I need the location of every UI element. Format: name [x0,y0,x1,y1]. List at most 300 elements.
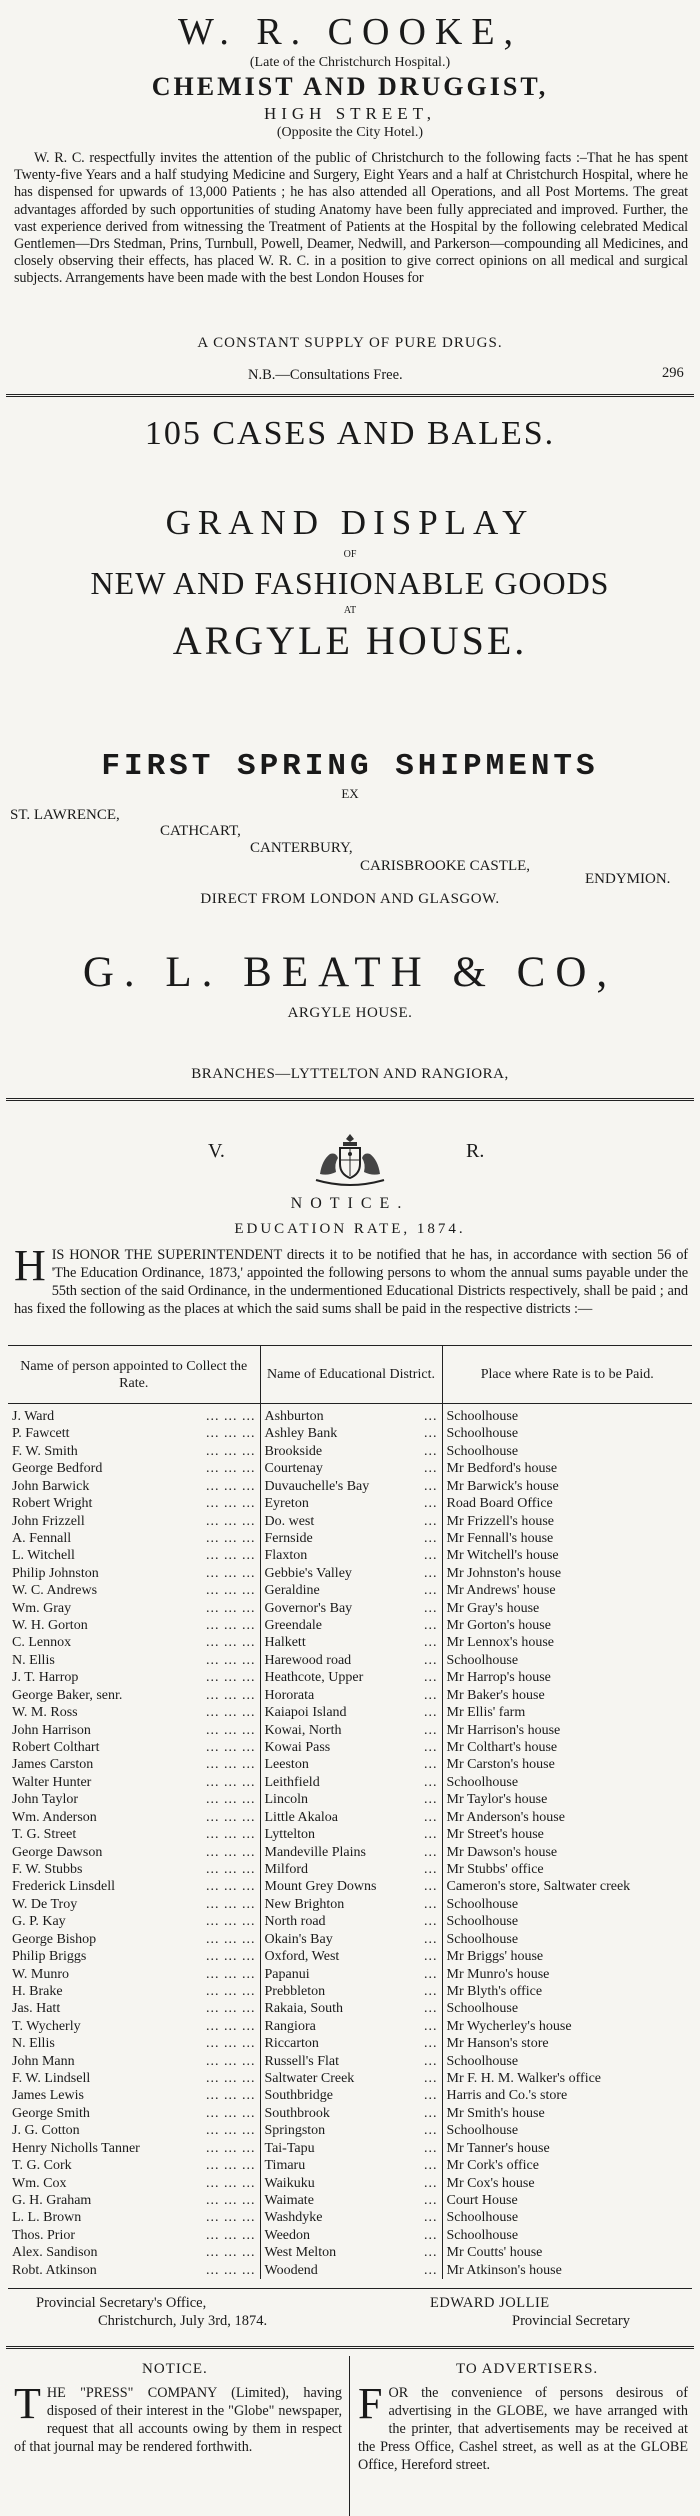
leader-dots: ... [424,1600,438,1616]
leader-dots: ... ... ... [206,1931,256,1947]
place-cell-text: Schoolhouse [446,1896,519,1912]
table-row [8,2122,692,2139]
table-row [8,1530,692,1547]
collector-cell [8,1756,260,1773]
table-row [8,1443,692,1460]
place-cell [442,1844,692,1861]
district-cell [260,2175,442,2192]
leader-dots: ... [424,1478,438,1494]
leader-dots: ... ... ... [206,2245,256,2261]
place-cell-text: Mr Fennall's house [446,1530,554,1546]
district-cell-text: Ashburton [264,1409,324,1424]
beath-ex: EX [341,786,359,801]
leader-dots: ... [424,1513,438,1529]
table-row [8,1425,692,1442]
table-row [8,2018,692,2035]
district-cell [260,1948,442,1965]
divider [6,2346,694,2349]
leader-dots: ... ... ... [206,1827,256,1843]
place-cell-text: Mr Colthart's house [446,1740,558,1756]
table-row [8,1966,692,1983]
leader-dots: ... [424,1548,438,1564]
district-cell-text: Papanui [264,1966,310,1982]
leader-dots: ... ... ... [206,1478,256,1494]
collector-cell-text: L. Witchell [12,1548,75,1564]
district-cell-text: Leithfield [264,1774,320,1790]
place-cell [442,1809,692,1826]
district-cell-text: Okain's Bay [264,1931,333,1947]
district-cell-text: Courtenay [264,1461,323,1477]
table-row [8,2035,692,2052]
collector-cell-text: A. Fennall [12,1530,72,1546]
leader-dots: ... [424,2071,438,2087]
place-cell [442,1634,692,1651]
beath-at: AT [343,605,357,616]
district-cell-text: Geraldine [264,1583,320,1599]
district-cell-text: Harewood road [264,1652,352,1668]
place-cell [442,1704,692,1721]
table-row [8,2000,692,2017]
district-cell [260,1878,442,1895]
district-cell [260,2262,442,2279]
place-cell-text: Schoolhouse [446,2210,519,2226]
leader-dots: ... [424,2210,438,2226]
place-cell-text: Mr Andrews' house [446,1583,556,1599]
district-cell-text: Eyreton [264,1496,309,1512]
place-cell-text: Schoolhouse [446,2123,519,2139]
collector-cell [8,2070,260,2087]
leader-dots: ... [424,1461,438,1477]
leader-dots: ... [424,1879,438,1895]
leader-dots: ... [424,2158,438,2174]
table-row [8,1739,692,1756]
district-cell [260,1460,442,1477]
place-cell-text: Mr Barwick's house [446,1478,559,1494]
leader-dots: ... [424,2123,438,2139]
ship-carisbrooke: CARISBROOKE CASTLE, [360,858,531,874]
table-row [8,2070,692,2087]
district-cell-text: Duvauchelle's Bay [264,1478,370,1494]
leader-dots: ... [424,1966,438,1982]
table-row [8,1495,692,1512]
collector-cell [8,1652,260,1669]
district-cell-text: Governor's Bay [264,1600,353,1616]
place-cell-text: Mr Frizzell's house [446,1513,555,1529]
place-cell-text: Schoolhouse [446,1409,519,1424]
place-cell [442,1722,692,1739]
district-cell-text: Little Akaloa [264,1809,338,1825]
district-cell-text: Flaxton [264,1548,308,1564]
leader-dots: ... ... ... [206,1652,256,1668]
collector-cell [8,1513,260,1530]
place-cell [442,1983,692,2000]
district-cell [260,1669,442,1686]
beath-spring: FIRST SPRING SHIPMENTS [101,749,599,784]
district-cell-text: Mount Grey Downs [264,1879,377,1895]
district-cell-text: Hororata [264,1687,315,1703]
place-cell [442,1861,692,1878]
leader-dots: ... ... ... [206,1548,256,1564]
collector-cell-text: F. W. Lindsell [12,2071,91,2087]
place-cell [442,1617,692,1634]
leader-dots: ... ... ... [206,1809,256,1825]
collector-cell-text: T. Wycherly [12,2018,81,2034]
district-cell-text: Do. west [264,1513,315,1529]
place-cell-text: Mr Bedford's house [446,1461,558,1477]
header-district: Name of Educational District. [260,1346,442,1404]
table-row [8,1826,692,1843]
district-cell [260,1634,442,1651]
collector-cell [8,2244,260,2261]
collector-cell [8,1425,260,1442]
collector-cell-text: Jas. Hatt [12,2001,61,2017]
leader-dots: ... [424,1530,438,1546]
leader-dots: ... ... ... [206,2210,256,2226]
collector-cell [8,2262,260,2279]
place-cell-text: Schoolhouse [446,2227,519,2243]
leader-dots: ... ... ... [206,2088,256,2104]
leader-dots: ... [424,2245,438,2261]
place-cell-text: Mr Briggs' house [446,1949,544,1965]
place-cell [442,2000,692,2017]
collector-cell-text: Robt. Atkinson [12,2262,97,2278]
place-cell [442,2192,692,2209]
notice-r: R. [466,1140,485,1162]
district-cell [260,1495,442,1512]
collector-cell-text: H. Brake [12,1983,63,1999]
notice-subtitle: EDUCATION RATE, 1874. [234,1221,466,1237]
place-cell-text: Mr Lennox's house [446,1635,555,1651]
district-cell-text: Lyttelton [264,1827,316,1843]
beath-argyle: ARGYLE HOUSE. [172,618,528,663]
district-cell [260,1913,442,1930]
table-row [8,2262,692,2279]
table-row [8,1791,692,1808]
table-row [8,2175,692,2192]
leader-dots: ... [424,1757,438,1773]
notice-dropcap: H [14,1241,46,1290]
table-row [8,1983,692,2000]
district-cell-text: Halkett [264,1635,306,1651]
place-cell [442,2087,692,2104]
district-cell [260,1896,442,1913]
leader-dots: ... ... ... [206,1670,256,1686]
table-row [8,1913,692,1930]
district-cell [260,1722,442,1739]
district-cell-text: Greendale [264,1618,323,1634]
place-cell-text: Mr Witchell's house [446,1548,559,1564]
place-cell-text: Mr Atkinson's house [446,2262,562,2278]
collector-cell [8,1565,260,1582]
advertisers-body: OR the convenience of persons desirous of advertising in the GLOBE, we have arranged with the printer, that advertisements may be received at the Press Office, Cashel street, as well as at the GLOBE Office, Hereford street. [358,2385,688,2473]
collector-cell-text: John Barwick [12,1478,90,1494]
collector-cell-text: John Taylor [12,1792,79,1808]
place-cell [442,1948,692,1965]
district-cell [260,1704,442,1721]
district-cell-text: West Melton [264,2245,337,2261]
place-cell [442,1931,692,1948]
collector-cell [8,1687,260,1704]
collector-cell-text: Thos. Prior [12,2227,75,2243]
district-cell-text: Gebbie's Valley [264,1565,352,1581]
table-row [8,1687,692,1704]
place-cell [442,1756,692,1773]
place-cell-text: Mr Coutts' house [446,2245,543,2261]
district-cell [260,2192,442,2209]
leader-dots: ... [424,1722,438,1738]
place-cell-text: Road Board Office [446,1496,553,1512]
leader-dots: ... ... ... [206,2018,256,2034]
table-row [8,1634,692,1651]
leader-dots: ... [424,1914,438,1930]
table-row [8,1756,692,1773]
place-cell [442,1530,692,1547]
leader-dots: ... [424,2175,438,2191]
leader-dots: ... [424,2105,438,2121]
collector-cell [8,1617,260,1634]
collector-cell [8,1669,260,1686]
collector-cell-text: Philip Johnston [12,1565,99,1581]
collector-cell [8,1931,260,1948]
place-cell-text: Mr F. H. M. Walker's office [446,2071,602,2087]
leader-dots: ... [424,1443,438,1459]
place-cell [442,2035,692,2052]
cooke-street: HIGH STREET, [263,104,437,123]
leader-dots: ... ... ... [206,1426,256,1442]
collector-cell [8,2140,260,2157]
district-cell [260,1756,442,1773]
press-title: NOTICE. [142,2361,208,2377]
district-cell [260,1791,442,1808]
collector-cell-text: George Dawson [12,1844,103,1860]
district-cell [260,2000,442,2017]
leader-dots: ... ... ... [206,2227,256,2243]
collector-cell [8,2122,260,2139]
place-cell [442,2209,692,2226]
table-body [8,1404,692,2280]
leader-dots: ... [424,1949,438,1965]
collector-cell [8,1739,260,1756]
table-row [8,2244,692,2261]
district-cell [260,2227,442,2244]
collector-cell-text: W. Munro [12,1966,70,1982]
district-cell [260,1652,442,1669]
place-cell [442,2122,692,2139]
place-cell [442,2140,692,2157]
place-cell-text: Mr Hanson's store [446,2036,549,2052]
table-row [8,1844,692,1861]
ship-endymion: ENDYMION. [585,871,671,887]
table-row [8,2053,692,2070]
place-cell-text: Schoolhouse [446,1443,519,1459]
place-cell-text: Mr Taylor's house [446,1792,548,1808]
district-cell-text: Milford [264,1861,309,1877]
district-cell-text: Timaru [264,2158,306,2174]
cooke-late: (Late of the Christchurch Hospital.) [249,55,451,70]
collector-cell [8,1582,260,1599]
place-cell-text: Mr Cork's office [446,2158,539,2174]
district-cell [260,2018,442,2035]
collector-cell-text: J. Ward [12,1409,55,1424]
collector-cell [8,1809,260,1826]
place-cell-text: Mr Street's house [446,1827,544,1843]
leader-dots: ... [424,1565,438,1581]
notice-signer: EDWARD JOLLIE [430,2295,550,2311]
leader-dots: ... ... ... [206,1461,256,1477]
collector-cell-text: James Lewis [12,2088,84,2104]
district-cell-text: Riccarton [264,2036,319,2052]
leader-dots: ... [424,1931,438,1947]
cooke-body: W. R. C. respectfully invites the attention of the public of Christchurch to the following facts :–That he has spent Twenty-five Years and a half studying Medicine and Surgery, Eight Years and a half at Christchurch Hospital, where he has dispensed for upwards of 13,000 Patients ; he has also attended all Operations, and all Post Mortems. The great advantages afforded by such opportunities of studing Anatomy have been fully appreciated and improved. Further, the vast experience derived from witnessing the Treatment of Patients at the Hospital by the following celebrated Medical Gentlemen—Drs Stedman, Prins, Turnbull, Powell, Deamer, Nedwill, and Parkerson—compounding all Medicines, and closely observing their effects, has placed W. R. C. in a position to give correct opinions on all medical and surgical subjects. Arrangements have been made with the best London Houses for [14,150,688,287]
beath-firm: G. L. BEATH & CO, [82,949,618,996]
collector-cell [8,2035,260,2052]
leader-dots: ... ... ... [206,2071,256,2087]
district-cell-text: Waimate [264,2192,314,2208]
district-cell-text: Waikuku [264,2175,315,2191]
notice-date: Christchurch, July 3rd, 1874. [98,2313,268,2329]
district-cell [260,1739,442,1756]
collector-cell-text: Robert Wright [12,1496,93,1512]
place-cell-text: Mr Harrop's house [446,1670,551,1686]
collector-cell-text: N. Ellis [12,1652,55,1668]
district-cell [260,1404,442,1426]
collector-cell-text: John Harrison [12,1722,91,1738]
collector-cell [8,1966,260,1983]
table-row [8,2227,692,2244]
district-cell-text: North road [264,1914,326,1930]
collector-cell-text: J. T. Harrop [12,1670,79,1686]
place-cell [442,2018,692,2035]
collector-cell-text: Henry Nicholls Tanner [12,2140,140,2156]
district-cell-text: Kowai, North [264,1722,342,1738]
advertisers-notice [358,2379,688,2516]
place-cell [442,2262,692,2279]
collector-cell-text: F. W. Smith [12,1443,78,1459]
place-cell-text: Schoolhouse [446,2001,519,2017]
cooke-nb: N.B.—Consultations Free. [248,367,403,383]
table-row [8,2157,692,2174]
table-row [8,2192,692,2209]
collector-cell-text: T. G. Cork [12,2158,72,2174]
district-cell-text: Weedon [264,2227,311,2243]
district-cell-text: Kaiapoi Island [264,1705,347,1721]
leader-dots: ... ... ... [206,2140,256,2156]
leader-dots: ... [424,1409,438,1424]
divider [6,394,694,397]
district-cell-text: Southbrook [264,2105,330,2121]
divider [6,1098,694,1101]
collector-cell [8,1530,260,1547]
place-cell-text: Mr Carston's house [446,1757,555,1773]
district-cell-text: New Brighton [264,1896,345,1912]
notice-body-text: IS HONOR THE SUPERINTENDENT directs it to be notified that he has, in accordance with section 56 of 'The Education Ordinance, 1873,' appointed the following persons to whom the annual sums payable under the 55th section of the said Ordinance, in the undermentioned Educational Districts respectively, shall be paid ; and has fixed the following as the places at which the said sums shall be paid in the respective districts :— [14,1247,688,1317]
table-row [8,2087,692,2104]
place-cell-text: Mr Ellis' farm [446,1705,526,1721]
collector-cell-text: George Bedford [12,1461,103,1477]
table-row [8,1513,692,1530]
beath-direct: DIRECT FROM LONDON AND GLASGOW. [200,891,500,907]
leader-dots: ... [424,1983,438,1999]
collector-cell [8,1704,260,1721]
district-cell [260,1617,442,1634]
district-cell [260,2087,442,2104]
leader-dots: ... ... ... [206,2036,256,2052]
place-cell [442,1547,692,1564]
leader-dots: ... ... ... [206,2001,256,2017]
beath-house: ARGYLE HOUSE. [287,1005,413,1021]
place-cell [442,2157,692,2174]
ship-canterbury: CANTERBURY, [250,840,353,856]
leader-dots: ... [424,1740,438,1756]
collector-cell-text: T. G. Street [12,1827,77,1843]
leader-dots: ... [424,1496,438,1512]
district-cell [260,1826,442,1843]
place-cell-text: Cameron's store, Saltwater creek [446,1879,631,1895]
collector-cell [8,2087,260,2104]
table-row [8,1565,692,1582]
district-cell [260,1547,442,1564]
place-cell-text: Mr Gorton's house [446,1618,551,1634]
leader-dots: ... [424,2088,438,2104]
place-cell-text: Mr Johnston's house [446,1565,562,1581]
district-cell-text: Rakaia, South [264,2001,344,2017]
press-notice [14,2379,342,2516]
district-cell [260,2157,442,2174]
collector-cell [8,2192,260,2209]
place-cell-text: Mr Smith's house [446,2105,545,2121]
notice-office: Provincial Secretary's Office, [36,2295,207,2311]
place-cell [442,1791,692,1808]
notice-title: NOTICE. [290,1195,410,1212]
leader-dots: ... ... ... [206,1966,256,1982]
place-cell [442,2105,692,2122]
leader-dots: ... ... ... [206,1914,256,1930]
place-cell [442,1600,692,1617]
leader-dots: ... [424,1426,438,1442]
place-cell [442,1913,692,1930]
table-row [8,1460,692,1477]
collector-cell-text: J. G. Cotton [12,2123,80,2139]
table-row [8,1861,692,1878]
collector-cell-text: Robert Colthart [12,1740,100,1756]
district-cell [260,1966,442,1983]
leader-dots: ... [424,2227,438,2243]
table-row [8,1931,692,1948]
collector-cell [8,2227,260,2244]
leader-dots: ... [424,1687,438,1703]
collector-cell-text: Walter Hunter [12,1774,92,1790]
table-row [8,1948,692,1965]
beath-grand: GRAND DISPLAY [165,503,535,542]
district-cell [260,1513,442,1530]
leader-dots: ... ... ... [206,2053,256,2069]
place-cell [442,1460,692,1477]
leader-dots: ... [424,2140,438,2156]
place-cell [442,1565,692,1582]
leader-dots: ... [424,1583,438,1599]
collector-cell [8,1878,260,1895]
place-cell-text: Court House [446,2192,518,2208]
collector-cell [8,2175,260,2192]
district-cell [260,1844,442,1861]
place-cell [442,2227,692,2244]
place-cell [442,1404,692,1426]
place-cell [442,1878,692,1895]
district-cell [260,1582,442,1599]
place-cell-text: Mr Tanner's house [446,2140,550,2156]
table-row [8,1774,692,1791]
header-collector: Name of person appointed to Collect the Rate. [8,1346,260,1404]
